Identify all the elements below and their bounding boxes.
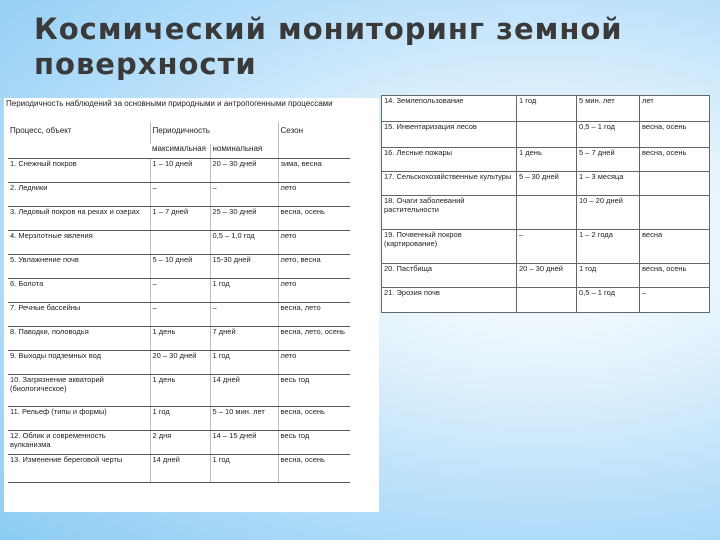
cell-nominal: 10 – 20 дней — [577, 196, 640, 230]
cell-nominal: 0,5 – 1 год — [577, 122, 640, 148]
cell-nominal: 1 год — [210, 278, 278, 302]
periodicity-table-right — [381, 95, 710, 313]
cell-max: – — [517, 230, 577, 264]
cell-nominal: 1 – 2 года — [577, 230, 640, 264]
cell-nominal: 1 год — [577, 264, 640, 288]
cell-nominal: – — [210, 182, 278, 206]
table-row — [382, 264, 710, 288]
cell-nominal: 0,5 – 1 год — [577, 288, 640, 313]
header-process: Процесс, объект — [8, 122, 150, 158]
cell-max: 1 день — [150, 326, 210, 350]
cell-season: лето — [278, 230, 350, 254]
cell-nominal: 5 – 7 дней — [577, 148, 640, 172]
cell-process: 2. Ледники — [8, 182, 150, 206]
cell-nominal: 5 мин. лет — [577, 96, 640, 122]
cell-process: 19. Почвенный покров (картирование) — [382, 230, 517, 264]
cell-nominal: 1 год — [210, 350, 278, 374]
table-row — [8, 182, 350, 206]
cell-max: 14 дней — [150, 454, 210, 482]
cell-process: 10. Загрязнение акваторий (биологическое) — [8, 374, 150, 406]
cell-process: 7. Речные бассейны — [8, 302, 150, 326]
table-row — [382, 96, 710, 122]
header-periodicity: Периодичность — [150, 122, 278, 144]
cell-process: 9. Выходы подземных вод — [8, 350, 150, 374]
table-row — [382, 122, 710, 148]
cell-nominal: 14 дней — [210, 374, 278, 406]
table-row — [382, 196, 710, 230]
table-row — [8, 302, 350, 326]
cell-nominal: 1 год — [210, 454, 278, 482]
cell-process: 1. Снежный покров — [8, 158, 150, 182]
cell-max: – — [150, 182, 210, 206]
cell-process: 17. Сельскохозяйственные культуры — [382, 172, 517, 196]
cell-max: 5 – 30 дней — [517, 172, 577, 196]
cell-max: – — [150, 302, 210, 326]
cell-process: 18. Очаги заболеваний растительности — [382, 196, 517, 230]
table-caption: Периодичность наблюдений за основными природными и антропогенными процессами — [6, 99, 333, 108]
table-row — [382, 288, 710, 313]
table-row — [8, 350, 350, 374]
header-season: Сезон — [278, 122, 350, 158]
cell-max: 1 год — [150, 406, 210, 430]
cell-season: весна, лето, осень — [278, 326, 350, 350]
cell-season: весна — [640, 230, 710, 264]
cell-max: 1 – 7 дней — [150, 206, 210, 230]
cell-season: весь год — [278, 430, 350, 454]
cell-process: 8. Паводки, половодья — [8, 326, 150, 350]
cell-season: весна, осень — [278, 454, 350, 482]
cell-process: 3. Ледовый покров на реках и озерах — [8, 206, 150, 230]
cell-season: – — [640, 288, 710, 313]
cell-process: 4. Мерзлотные явления — [8, 230, 150, 254]
cell-process: 6. Болота — [8, 278, 150, 302]
cell-max: 1 день — [150, 374, 210, 406]
header-nominal: номинальная — [210, 144, 278, 158]
table-row — [8, 326, 350, 350]
cell-max — [150, 230, 210, 254]
cell-season: весна, осень — [278, 206, 350, 230]
cell-process: 5. Увлажнение почв — [8, 254, 150, 278]
cell-season: зима, весна — [278, 158, 350, 182]
cell-max — [517, 288, 577, 313]
cell-process: 20. Пастбища — [382, 264, 517, 288]
cell-season: лето — [278, 350, 350, 374]
cell-max: 5 – 10 дней — [150, 254, 210, 278]
table-row — [8, 430, 350, 454]
table-row — [8, 206, 350, 230]
cell-process: 13. Изменение береговой черты — [8, 454, 150, 482]
cell-season: весна, осень — [640, 264, 710, 288]
cell-season: весна, осень — [278, 406, 350, 430]
cell-process: 11. Рельеф (типы и формы) — [8, 406, 150, 430]
cell-nominal: 1 – 3 месяца — [577, 172, 640, 196]
cell-nominal: 20 – 30 дней — [210, 158, 278, 182]
cell-nominal: 15-30 дней — [210, 254, 278, 278]
left-table-panel — [4, 98, 379, 512]
cell-nominal: 14 – 15 дней — [210, 430, 278, 454]
cell-season: лет — [640, 96, 710, 122]
cell-nominal: 5 – 10 мин. лет — [210, 406, 278, 430]
cell-max: 20 – 30 дней — [517, 264, 577, 288]
cell-season: лето, весна — [278, 254, 350, 278]
table-row — [8, 158, 350, 182]
table-row — [8, 254, 350, 278]
cell-max: 2 дня — [150, 430, 210, 454]
table-row — [8, 278, 350, 302]
cell-process: 12. Облик и современность вулканизма — [8, 430, 150, 454]
slide-title: Космический мониторинг земной поверхности — [34, 12, 623, 81]
right-table-panel — [381, 95, 709, 312]
table-row — [8, 374, 350, 406]
cell-max: 20 – 30 дней — [150, 350, 210, 374]
cell-season — [640, 172, 710, 196]
table-row — [382, 230, 710, 264]
periodicity-table-left — [8, 122, 350, 483]
cell-season: весна, лето — [278, 302, 350, 326]
cell-nominal: 25 – 30 дней — [210, 206, 278, 230]
header-row — [8, 122, 350, 144]
cell-max — [517, 122, 577, 148]
cell-process: 15. Инвентаризация лесов — [382, 122, 517, 148]
cell-nominal: – — [210, 302, 278, 326]
cell-max: 1 день — [517, 148, 577, 172]
cell-max: – — [150, 278, 210, 302]
cell-process: 16. Лесные пожары — [382, 148, 517, 172]
cell-max — [517, 196, 577, 230]
cell-season: лето — [278, 182, 350, 206]
cell-process: 14. Землепользование — [382, 96, 517, 122]
cell-max: 1 год — [517, 96, 577, 122]
table-row — [8, 454, 350, 482]
cell-nominal: 0,5 – 1,0 год — [210, 230, 278, 254]
cell-max: 1 – 10 дней — [150, 158, 210, 182]
cell-season: весь год — [278, 374, 350, 406]
table-row — [382, 148, 710, 172]
table-row — [382, 172, 710, 196]
cell-nominal: 7 дней — [210, 326, 278, 350]
table-row — [8, 230, 350, 254]
cell-season: весна, осень — [640, 122, 710, 148]
cell-season: лето — [278, 278, 350, 302]
cell-season: весна, осень — [640, 148, 710, 172]
cell-process: 21. Эрозия почв — [382, 288, 517, 313]
cell-season — [640, 196, 710, 230]
header-max: максимальная — [150, 144, 210, 158]
table-row — [8, 406, 350, 430]
